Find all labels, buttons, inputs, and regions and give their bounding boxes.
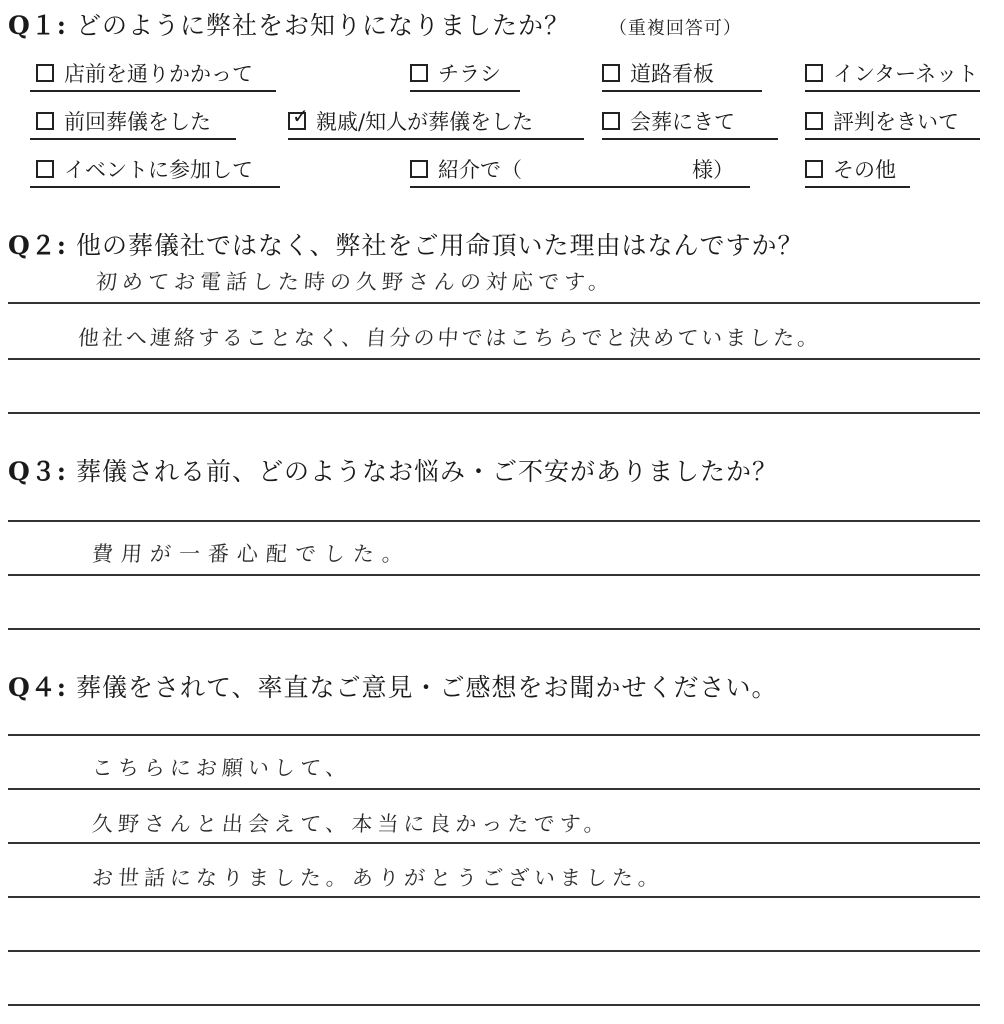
option-attended-funeral[interactable] <box>602 106 735 136</box>
checkbox[interactable] <box>36 64 54 82</box>
option-storefront[interactable] <box>36 58 253 88</box>
option-suffix: 様） <box>692 158 734 182</box>
q2-number: Q２: <box>8 231 68 260</box>
underline <box>30 90 276 92</box>
option-flyer[interactable] <box>410 58 501 88</box>
q4-answer-line-2: 久野さんと出会えて、本当に良かったです。 <box>91 812 611 836</box>
q2-answer-line-2: 他社へ連絡することなく、自分の中ではこちらでと決めていました。 <box>77 326 823 350</box>
option-label: 紹介で（ <box>438 158 522 182</box>
q2-text: 他の葬儀社ではなく、弊社をご用命頂いた理由はなんですか？ <box>75 231 804 260</box>
underline <box>805 138 980 140</box>
option-event[interactable] <box>36 154 253 184</box>
option-label: イベントに参加して <box>64 158 253 182</box>
checkbox[interactable] <box>805 64 823 82</box>
option-previous-funeral[interactable] <box>36 106 211 136</box>
underline <box>30 138 236 140</box>
q1-text: どのように弊社をお知りになりましたか？ <box>75 11 570 40</box>
option-label: 評判をきいて <box>833 110 959 134</box>
q4-heading <box>8 668 777 704</box>
q3-text: 葬儀される前、どのようなお悩み・ご不安がありましたか？ <box>75 457 778 486</box>
checkbox[interactable] <box>410 160 428 178</box>
checkbox[interactable] <box>805 160 823 178</box>
q3-number: Q３: <box>8 457 68 486</box>
answer-rule <box>8 574 980 576</box>
answer-rule <box>8 628 980 630</box>
answer-rule <box>8 734 980 736</box>
underline <box>410 90 520 92</box>
answer-rule <box>8 302 980 304</box>
q1-number: Q１: <box>8 11 68 40</box>
option-road-sign[interactable] <box>602 58 714 88</box>
option-other[interactable] <box>805 154 896 184</box>
answer-rule <box>8 358 980 360</box>
check-mark-icon: ✓ <box>292 104 309 128</box>
option-label: インターネット <box>833 62 979 86</box>
answer-rule <box>8 896 980 898</box>
option-label: 前回葬儀をした <box>64 110 211 134</box>
answer-rule <box>8 950 980 952</box>
underline <box>602 138 778 140</box>
option-label: その他 <box>833 158 896 182</box>
q2-answer-line-1: 初めてお電話した時の久野さんの対応です。 <box>95 270 616 294</box>
option-label: チラシ <box>438 62 501 86</box>
option-label: 店前を通りかかって <box>64 62 253 86</box>
answer-rule <box>8 842 980 844</box>
q1-options-row-1 <box>30 58 980 92</box>
option-reputation[interactable] <box>805 106 959 136</box>
q1-heading <box>8 6 742 42</box>
q4-answer-line-1: こちらにお願いして、 <box>91 756 353 780</box>
checkbox[interactable] <box>602 112 620 130</box>
answer-rule <box>8 788 980 790</box>
q1-options-row-3 <box>30 154 980 188</box>
option-internet[interactable] <box>805 58 978 88</box>
option-label: 道路看板 <box>630 62 714 86</box>
option-referral[interactable] <box>410 154 734 184</box>
q4-text: 葬儀をされて、率直なご意見・ご感想をお聞かせください。 <box>75 673 778 702</box>
underline <box>805 90 980 92</box>
q1-options-row-2 <box>30 106 980 140</box>
underline <box>602 90 762 92</box>
checkbox[interactable] <box>36 112 54 130</box>
q1-note: （重複回答可） <box>608 18 742 39</box>
q2-heading <box>8 226 803 262</box>
q3-heading <box>8 452 778 488</box>
answer-rule <box>8 520 980 522</box>
q4-number: Q４: <box>8 673 68 702</box>
option-relative-funeral[interactable] <box>288 106 533 136</box>
q3-answer-line-1: 費用が一番心配でした。 <box>91 542 412 566</box>
checkbox[interactable] <box>36 160 54 178</box>
checkbox[interactable] <box>805 112 823 130</box>
checkbox-checked[interactable] <box>288 104 309 130</box>
answer-rule <box>8 1004 980 1006</box>
option-label: 親戚/知人が葬儀をした <box>316 110 534 134</box>
option-label: 会葬にきて <box>630 110 735 134</box>
answer-rule <box>8 412 980 414</box>
underline <box>288 138 584 140</box>
underline <box>30 186 280 188</box>
underline <box>805 186 910 188</box>
checkbox[interactable] <box>602 64 620 82</box>
checkbox[interactable] <box>410 64 428 82</box>
underline <box>410 186 750 188</box>
q4-answer-line-3: お世話になりました。ありがとうございました。 <box>91 866 665 890</box>
